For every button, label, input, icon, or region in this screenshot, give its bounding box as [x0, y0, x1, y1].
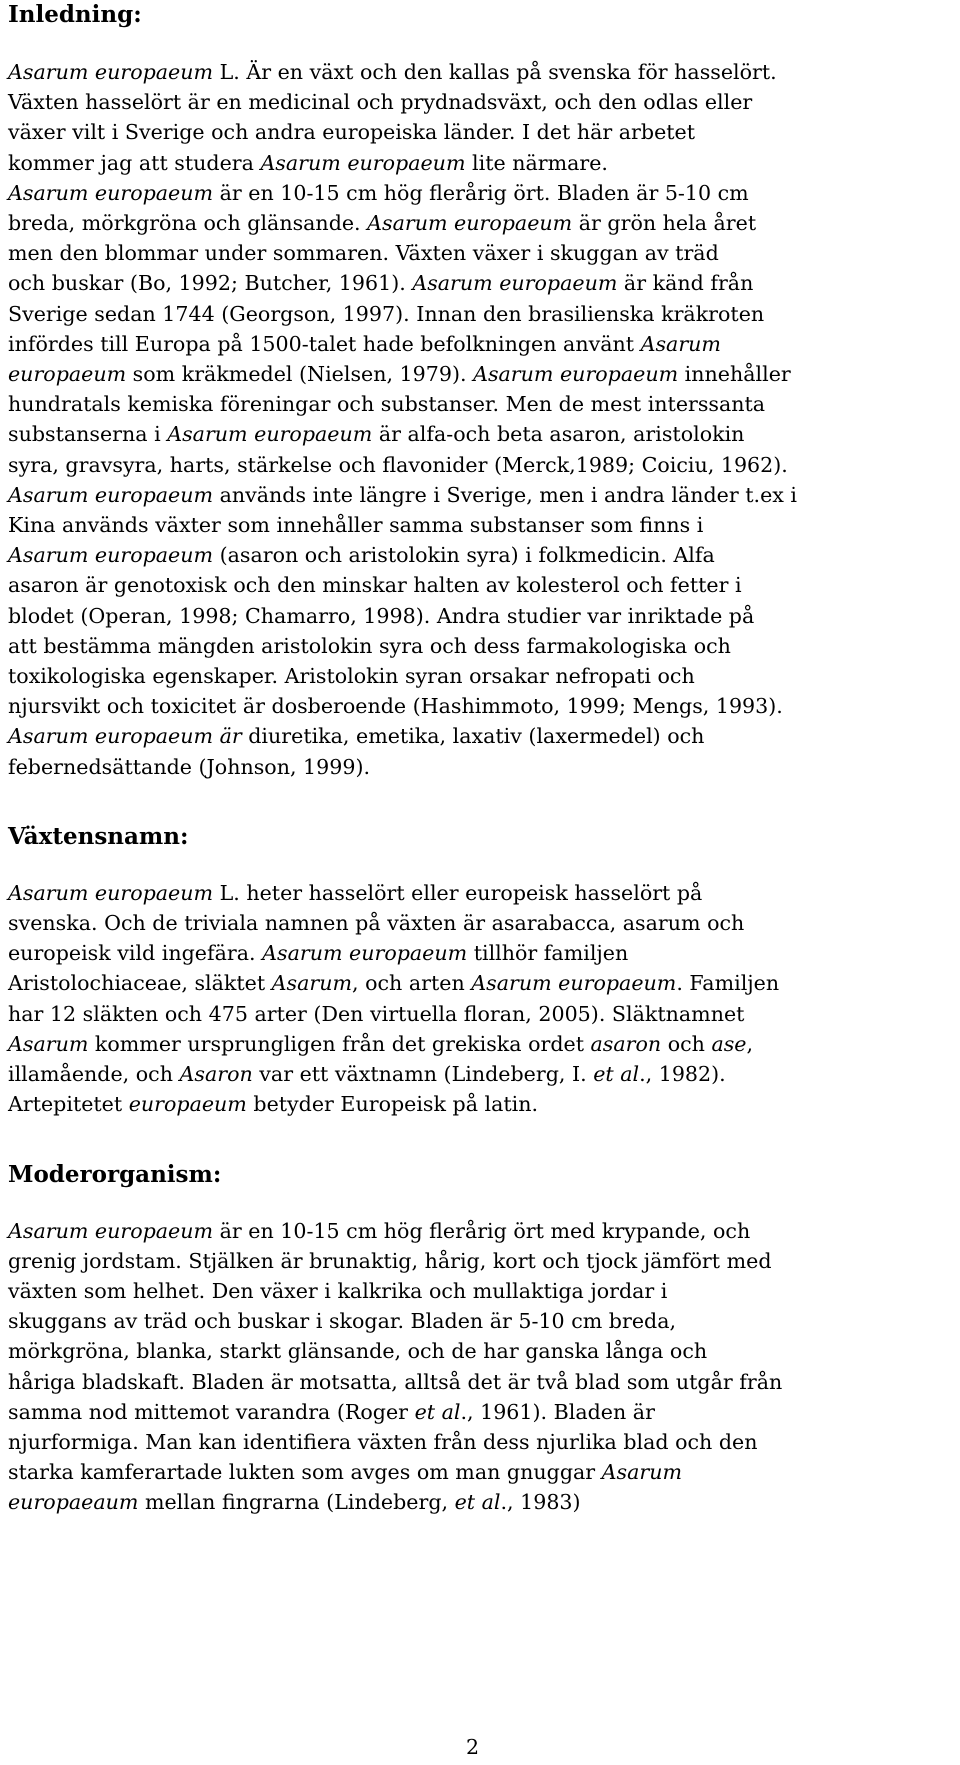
italic-run: Asarum europaeum: [167, 422, 373, 447]
text-line: [8, 938, 948, 968]
text-run: grenig jordstam. Stjälken är brunaktig, hårig, kort och tjock jämfört med: [8, 1248, 772, 1273]
heading-vaxtensnamn: Växtensnamn:: [8, 822, 189, 850]
italic-run: Asarum: [8, 1031, 89, 1056]
text-line: [8, 908, 948, 938]
italic-run: Asarum europaeum: [8, 60, 214, 84]
text-run: svenska. Och de triviala namnen på växten är asarabacca, asarum och: [8, 911, 745, 936]
italic-run: Asarum europaeum: [8, 543, 214, 568]
text-run: att bestämma mängden aristolokin syra och dess farmakologiska och: [8, 633, 731, 658]
italic-run: et al: [454, 1490, 501, 1515]
italic-run: Asarum europaeum: [473, 362, 679, 387]
italic-run: Asaron: [179, 1062, 253, 1087]
text-line: [8, 359, 948, 389]
text-run: Aristolochiaceae, släktet: [8, 971, 272, 996]
text-run: är känd från: [617, 271, 754, 296]
text-run: breda, mörkgröna och glänsande.: [8, 211, 368, 236]
paragraph-moderorganism: [8, 1216, 948, 1518]
text-run: toxikologiska egenskaper. Aristolokin syran orsakar nefropati och: [8, 664, 695, 689]
italic-run: Asarum europaeum: [412, 271, 618, 296]
text-line: [8, 208, 948, 238]
text-run: (asaron och aristolokin syra) i folkmedicin. Alfa: [213, 543, 715, 568]
text-line: [8, 691, 948, 721]
text-line: [8, 661, 948, 691]
text-run: illamående, och: [8, 1062, 180, 1087]
text-line: [8, 1427, 948, 1457]
text-run: diuretika, emetika, laxativ (laxermedel) och: [241, 724, 705, 749]
text-line: [8, 878, 948, 908]
text-line: [8, 968, 948, 998]
paragraph-inledning: [8, 57, 948, 782]
text-line: [8, 1276, 948, 1306]
text-run: infördes till Europa på 1500-talet hade befolkningen använt: [8, 331, 641, 356]
text-line: [8, 238, 948, 268]
text-line: [8, 631, 948, 661]
text-run: mörkgröna, blanka, starkt glänsande, och de har ganska långa och: [8, 1339, 708, 1364]
text-run: hundratals kemiska föreningar och substanser. Men de mest interssanta: [8, 392, 766, 417]
italic-run: et al: [414, 1399, 461, 1424]
text-run: kommer ursprungligen från det grekiska ordet: [88, 1031, 591, 1056]
text-line: [8, 1487, 948, 1517]
text-run: och: [661, 1031, 712, 1056]
italic-run: ase: [711, 1031, 747, 1056]
text-line: [8, 540, 948, 570]
text-run: skuggans av träd och buskar i skogar. Bladen är 5-10 cm breda,: [8, 1309, 677, 1334]
text-run: ., 1982).: [639, 1062, 726, 1087]
text-line: [8, 752, 948, 782]
text-run: tillhör familjen: [467, 941, 629, 966]
italic-run: Asarum europaeum: [367, 211, 573, 236]
text-line: [8, 570, 948, 600]
text-run: njursvikt och toxicitet är dosberoende (Hashimmoto, 1999; Mengs, 1993).: [8, 694, 783, 719]
text-line: [8, 268, 948, 298]
text-run: växer vilt i Sverige och andra europeiska länder. I det här arbetet: [8, 120, 696, 145]
text-run: håriga bladskaft. Bladen är motsatta, alltså det är två blad som utgår från: [8, 1369, 783, 1394]
italic-run: Asarum europaeum: [8, 482, 214, 507]
document-page: [8, 0, 948, 1518]
text-run: är alfa-och beta asaron, aristolokin: [372, 422, 745, 447]
text-run: innehåller: [678, 362, 791, 387]
page-number: 2: [466, 1735, 480, 1759]
text-line: [8, 57, 948, 87]
text-run: blodet (Operan, 1998; Chamarro, 1998). Andra studier var inriktade på: [8, 603, 755, 628]
italic-run: Asarum europaeum: [8, 180, 214, 205]
text-line: [8, 480, 948, 510]
text-line: [8, 721, 948, 751]
text-run: Växten hasselört är en medicinal och prydnadsväxt, och den odlas eller: [8, 90, 753, 115]
text-run: asaron är genotoxisk och den minskar halten av kolesterol och fetter i: [8, 573, 742, 598]
text-run: ,: [746, 1031, 754, 1056]
text-run: substanserna i: [8, 422, 168, 447]
heading-inledning: Inledning:: [8, 1, 142, 28]
text-run: starka kamferartade lukten som avges om man gnuggar: [8, 1460, 602, 1485]
text-line: [8, 450, 948, 480]
italic-run: europaeum: [128, 1092, 247, 1117]
text-run: Kina används växter som innehåller samma substanser som finns i: [8, 513, 704, 538]
text-run: L. heter hasselört eller europeisk hasselört på: [213, 880, 703, 905]
text-line: [8, 329, 948, 359]
italic-run: Asarum: [271, 971, 353, 996]
italic-run: Asarum europaeum: [8, 1218, 214, 1243]
text-line: [8, 1397, 948, 1427]
italic-run: europaeum: [8, 362, 127, 387]
italic-run: Asarum: [640, 331, 721, 356]
text-run: är grön hela året: [572, 211, 757, 236]
text-run: ., 1983): [500, 1490, 581, 1515]
text-line: [8, 148, 948, 178]
text-line: [8, 1367, 948, 1397]
text-line: [8, 1306, 948, 1336]
text-run: samma nod mittemot varandra (Roger: [8, 1399, 415, 1424]
italic-run: Asarum europaeum: [8, 880, 214, 905]
heading-moderorganism: Moderorganism:: [8, 1160, 222, 1188]
italic-run: Asarum europaeum: [260, 150, 466, 175]
text-line: [8, 419, 948, 449]
text-run: Artepitetet: [8, 1092, 129, 1117]
text-line: [8, 1059, 948, 1089]
text-run: njurformiga. Man kan identifiera växten från dess njurlika blad och den: [8, 1429, 758, 1454]
text-run: och buskar (Bo, 1992; Butcher, 1961).: [8, 271, 413, 296]
text-run: växten som helhet. Den växer i kalkrika och mullaktiga jordar i: [8, 1278, 668, 1303]
text-line: [8, 999, 948, 1029]
text-line: [8, 601, 948, 631]
text-run: är en 10-15 cm hög flerårig ört. Bladen är 5-10 cm: [213, 180, 749, 205]
italic-run: Asarum europaeum: [471, 971, 677, 996]
text-run: ., 1961). Bladen är: [460, 1399, 655, 1424]
italic-run: Asarum: [601, 1460, 683, 1485]
text-line: [8, 178, 948, 208]
text-run: , och arten: [352, 971, 472, 996]
text-line: [8, 299, 948, 329]
text-line: [8, 389, 948, 419]
paragraph-vaxtensnamn: [8, 878, 948, 1120]
text-run: europeisk vild ingefära.: [8, 941, 263, 966]
text-line: [8, 1216, 948, 1246]
text-run: betyder Europeisk på latin.: [246, 1092, 539, 1117]
italic-run: asaron: [590, 1031, 662, 1056]
text-run: Sverige sedan 1744 (Georgson, 1997). Innan den brasilienska kräkroten: [8, 301, 765, 326]
text-run: febernedsättande (Johnson, 1999).: [8, 754, 371, 779]
text-run: mellan fingrarna (Lindeberg,: [138, 1490, 455, 1515]
text-run: . Familjen: [676, 971, 780, 996]
text-run: har 12 släkten och 475 arter (Den virtuella floran, 2005). Släktnamnet: [8, 1001, 745, 1026]
text-run: L. Är en växt och den kallas på svenska för hasselört.: [213, 60, 777, 84]
text-line: [8, 1089, 948, 1119]
text-run: används inte längre i Sverige, men i andra länder t.ex i: [213, 482, 798, 507]
text-line: [8, 117, 948, 147]
italic-run: Asarum europaeum är: [8, 724, 242, 749]
italic-run: europaeaum: [8, 1490, 139, 1515]
text-run: var ett växtnamn (Lindeberg, I.: [252, 1062, 594, 1087]
text-run: som kräkmedel (Nielsen, 1979).: [126, 362, 474, 387]
text-run: syra, gravsyra, harts, stärkelse och flavonider (Merck,1989; Coiciu, 1962).: [8, 452, 788, 477]
text-line: [8, 1336, 948, 1366]
text-run: men den blommar under sommaren. Växten växer i skuggan av träd: [8, 241, 719, 266]
italic-run: Asarum europaeum: [262, 941, 468, 966]
text-run: är en 10-15 cm hög flerårig ört med krypande, och: [213, 1218, 751, 1243]
text-line: [8, 1029, 948, 1059]
text-line: [8, 87, 948, 117]
italic-run: et al: [593, 1062, 640, 1087]
text-line: [8, 510, 948, 540]
text-run: kommer jag att studera: [8, 150, 261, 175]
text-run: lite närmare.: [465, 150, 608, 175]
text-line: [8, 1457, 948, 1487]
text-line: [8, 1246, 948, 1276]
